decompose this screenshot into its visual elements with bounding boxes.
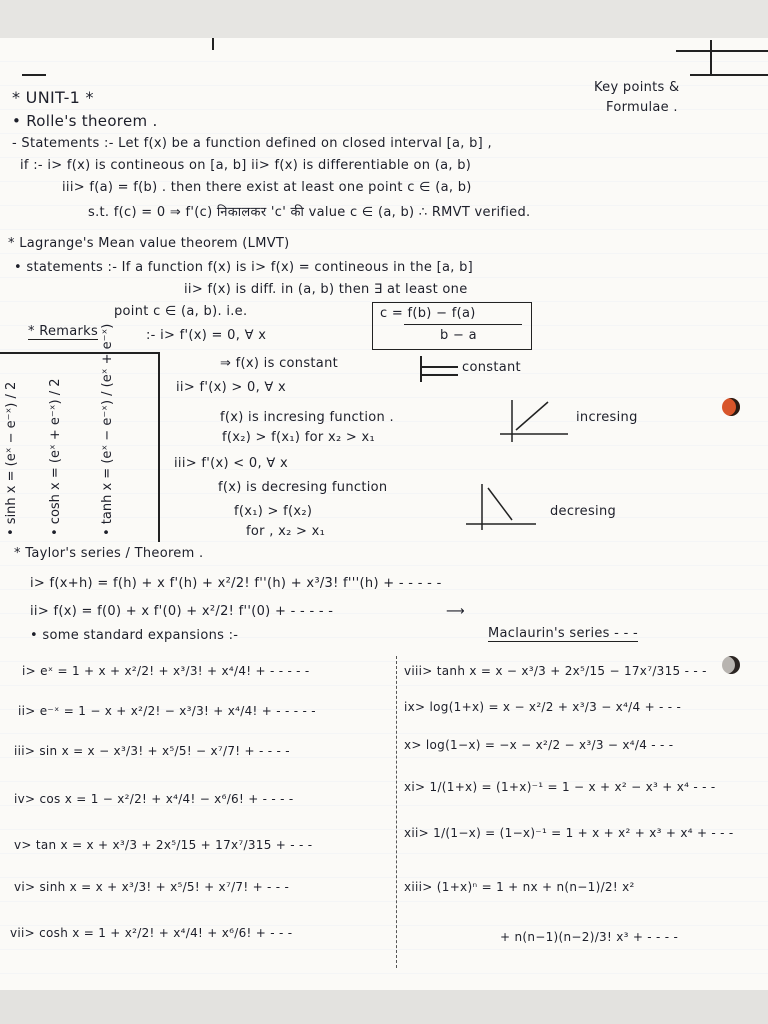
- expansion-sinh: vi> sinh x = x + x³/3! + x⁵/5! + x⁷/7! + - - -: [14, 880, 290, 894]
- lmvt-line-1: • statements :- If a function f(x) is i> f(x) = contineous in the [a, b]: [14, 260, 474, 275]
- margin-rule: [676, 50, 768, 52]
- margin-rule: [22, 74, 46, 76]
- remark-1-result: ⇒ f(x) is constant: [220, 356, 339, 371]
- sinh-definition: • sinh x = (eˣ − e⁻ˣ) / 2: [4, 381, 19, 536]
- expansion-exp-neg: ii> e⁻ˣ = 1 − x + x²/2! − x³/3! + x⁴/4! + - - - - -: [18, 704, 316, 718]
- binder-hole: [722, 398, 740, 416]
- remark-3-condition: iii> f'(x) < 0, ∀ x: [174, 456, 288, 471]
- constant-graph-line: [420, 374, 458, 376]
- arrow-icon: ⟶: [446, 604, 465, 619]
- unit-title: * UNIT-1 *: [12, 88, 94, 107]
- remark-3-inequality: f(x₁) > f(x₂): [234, 504, 313, 519]
- expansion-exp: i> eˣ = 1 + x + x²/2! + x³/3! + x⁴/4! + - - - - -: [22, 664, 310, 678]
- rolle-line-1: - Statements :- Let f(x) be a function defined on closed interval [a, b] ,: [12, 136, 492, 151]
- margin-tick: [710, 40, 712, 76]
- lmvt-formula-numerator: c = f(b) − f(a): [380, 306, 476, 321]
- maclaurin-label: Maclaurin's series - - -: [488, 626, 638, 641]
- remark-3-condition-x: for , x₂ > x₁: [246, 524, 326, 539]
- taylor-formula-2: ii> f(x) = f(0) + x f'(0) + x²/2! f''(0) + - - - - -: [30, 604, 334, 619]
- increasing-graph: [500, 398, 570, 446]
- rolle-line-4: s.t. f(c) = 0 ⇒ f'(c) निकालकर 'c' की value c ∈ (a, b) ∴ RMVT verified.: [88, 205, 531, 220]
- cosh-definition: • cosh x = (eˣ + e⁻ˣ) / 2: [48, 378, 63, 536]
- rolle-title: • Rolle's theorem .: [12, 112, 158, 130]
- expansion-reciprocal-1-plus-x: xi> 1/(1+x) = (1+x)⁻¹ = 1 − x + x² − x³ + x⁴ - - -: [404, 780, 716, 794]
- column-divider: [396, 656, 397, 968]
- constant-graph-axis: [420, 356, 422, 382]
- tanh-definition: • tanh x = (eˣ − e⁻ˣ) / (eˣ + e⁻ˣ): [100, 323, 115, 536]
- expansion-binomial-continued: + n(n−1)(n−2)/3! x³ + - - - -: [500, 930, 679, 944]
- rolle-line-2: if :- i> f(x) is contineous on [a, b] ii> f(x) is differentiable on (a, b): [20, 158, 472, 173]
- remarks-title: * Remarks: [28, 324, 99, 339]
- decreasing-label: decresing: [550, 504, 617, 519]
- hyperbolic-box-right: [158, 352, 160, 542]
- expansion-cosh: vii> cosh x = 1 + x²/2! + x⁴/4! + x⁶/6! + - - -: [10, 926, 293, 940]
- expansion-cos: iv> cos x = 1 − x²/2! + x⁴/4! − x⁶/6! + - - - -: [14, 792, 294, 806]
- remark-2-condition: ii> f'(x) > 0, ∀ x: [176, 380, 287, 395]
- increasing-label: incresing: [576, 410, 638, 425]
- expansion-binomial: xiii> (1+x)ⁿ = 1 + nx + n(n−1)/2! x²: [404, 880, 635, 894]
- page-bottom-edge: [0, 990, 768, 1024]
- constant-graph-line: [420, 366, 458, 368]
- expansion-tan: v> tan x = x + x³/3 + 2x⁵/15 + 17x⁷/315 + - - -: [14, 838, 313, 852]
- taylor-title: * Taylor's series / Theorem .: [14, 546, 204, 561]
- remark-1-condition: :- i> f'(x) = 0, ∀ x: [146, 328, 267, 343]
- rolle-line-3: iii> f(a) = f(b) . then there exist at least one point c ∈ (a, b): [62, 180, 472, 195]
- expansion-tanh: viii> tanh x = x − x³/3 + 2x⁵/15 − 17x⁷/315 - - -: [404, 664, 707, 678]
- constant-label: constant: [462, 360, 521, 375]
- page-top-edge: [0, 0, 768, 38]
- lmvt-formula-denominator: b − a: [440, 328, 477, 343]
- expansion-log-1-minus-x: x> log(1−x) = −x − x²/2 − x³/3 − x⁴/4 - - -: [404, 738, 674, 752]
- lmvt-line-2: ii> f(x) is diff. in (a, b) then ∃ at least one: [184, 282, 468, 297]
- remark-2-result: f(x) is incresing function .: [220, 410, 394, 425]
- standard-expansions-title: • some standard expansions :-: [30, 628, 239, 643]
- margin-rule: [690, 74, 768, 76]
- formulae-label: Formulae .: [606, 100, 678, 115]
- expansion-reciprocal-1-minus-x: xii> 1/(1−x) = (1−x)⁻¹ = 1 + x + x² + x³ + x⁴ + - - -: [404, 826, 734, 840]
- lmvt-title: * Lagrange's Mean value theorem (LMVT): [8, 236, 290, 251]
- remark-2-inequality: f(x₂) > f(x₁) for x₂ > x₁: [222, 430, 376, 445]
- decreasing-graph: [466, 482, 538, 532]
- key-points-label: Key points &: [594, 80, 680, 95]
- expansion-sin: iii> sin x = x − x³/3! + x⁵/5! − x⁷/7! + - - - -: [14, 744, 290, 758]
- hyperbolic-box-top: [0, 352, 158, 354]
- margin-tick: [212, 38, 214, 50]
- lmvt-line-3: point c ∈ (a, b). i.e.: [114, 304, 248, 319]
- taylor-formula-1: i> f(x+h) = f(h) + x f'(h) + x²/2! f''(h) + x³/3! f'''(h) + - - - - -: [30, 576, 442, 591]
- binder-hole: [722, 656, 740, 674]
- remark-3-result: f(x) is decresing function: [218, 480, 388, 495]
- fraction-bar: [404, 324, 522, 325]
- expansion-log-1-plus-x: ix> log(1+x) = x − x²/2 + x³/3 − x⁴/4 + - - -: [404, 700, 682, 714]
